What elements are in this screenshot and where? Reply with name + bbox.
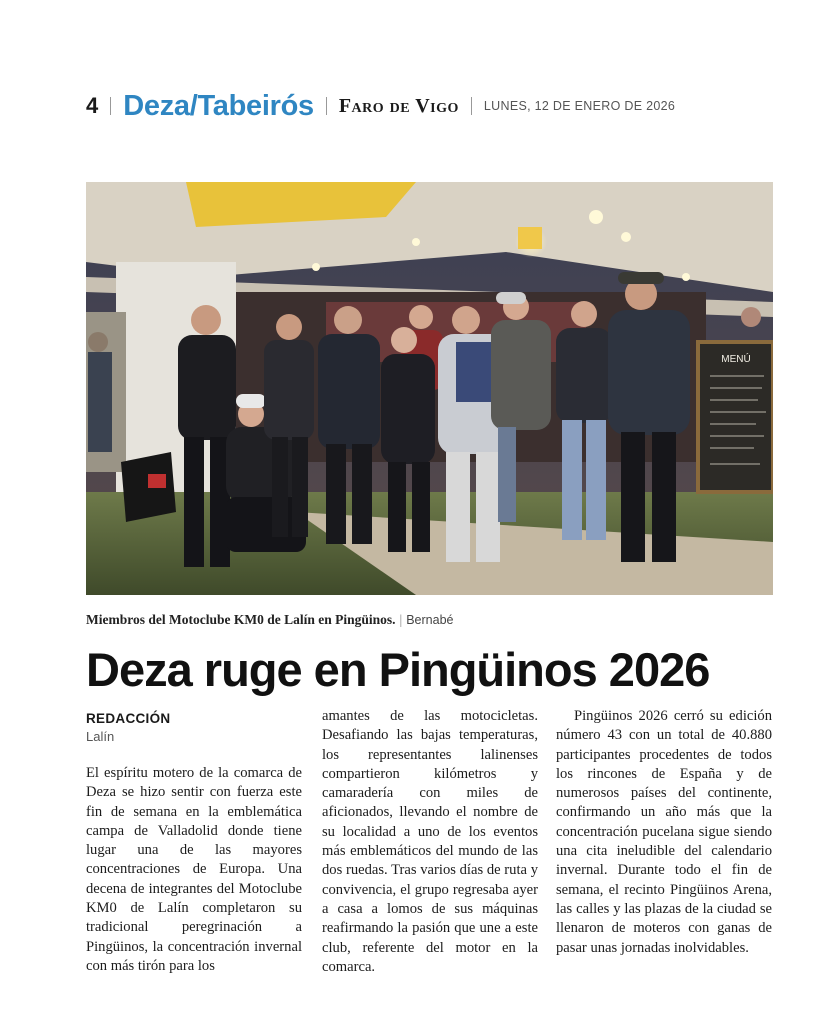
column-3-text: Pingüinos 2026 cerró su edición número 43 con un total de 40.880 participantes procedentes de todos los rincones de España y de numerosos países del continente, confirmando un año más que la concentración pucelana sigue siendo una cita ineludible del calendario invernal. Durante todo el fin de semana, el recinto Pingüinos Arena, las calles y las plazas de la ciudad se llenaron de moteros con ganas de pasar unas jornadas inolvidables. <box>556 708 772 956</box>
dateline-location: Lalín <box>86 729 115 744</box>
divider <box>471 97 472 115</box>
newspaper-name: Faro de Vigo <box>338 94 459 117</box>
divider <box>326 97 327 115</box>
column-1-text: El espíritu motero de la comarca de Deza se hizo sentir con fuerza este fin de semana en la emblemática campa de Valladolid donde tiene lugar una de las mayores concentraciones de Europa. Una decena de integrantes del Motoclube KM0 de Lalín completaron su tradicional peregrinación a Pingüinos, la concentración invernal con más tirón para los <box>86 765 302 974</box>
article-column-3 <box>556 707 772 958</box>
column-2-text: amantes de las motocicletas. Desafiando las bajas temperaturas, los representantes lalinenses compartieron kilómetros y camaradería con miles de aficionados, llevando el nombre de su localidad a uno de los eventos más emblemáticos del mundo de las dos ruedas. Tras varios días de ruta y convivencia, el grupo regresaba ayer a casa a lomos de sus máquinas reafirmando la pasión que une a este club, referente del motor en la comarca. <box>322 708 538 975</box>
caption-separator: | <box>399 612 403 627</box>
photo-caption <box>86 612 453 628</box>
page-number: 4 <box>86 93 99 118</box>
masthead <box>86 86 776 126</box>
photo-credit: Bernabé <box>406 613 454 627</box>
article-column-2 <box>322 707 538 977</box>
caption-text: Miembros del Motoclube KM0 de Lalín en Pingüinos. <box>86 612 396 627</box>
divider <box>110 97 111 115</box>
group-photo <box>86 182 773 595</box>
headline: Deza ruge en Pingüinos 2026 <box>86 643 710 696</box>
menu-board-title: MENÚ <box>721 354 751 365</box>
byline: REDACCIÓN <box>86 711 171 726</box>
issue-date: LUNES, 12 DE ENERO DE 2026 <box>483 99 676 113</box>
article-column-1 <box>86 710 302 976</box>
section-title: Deza/Tabeirós <box>123 89 314 122</box>
